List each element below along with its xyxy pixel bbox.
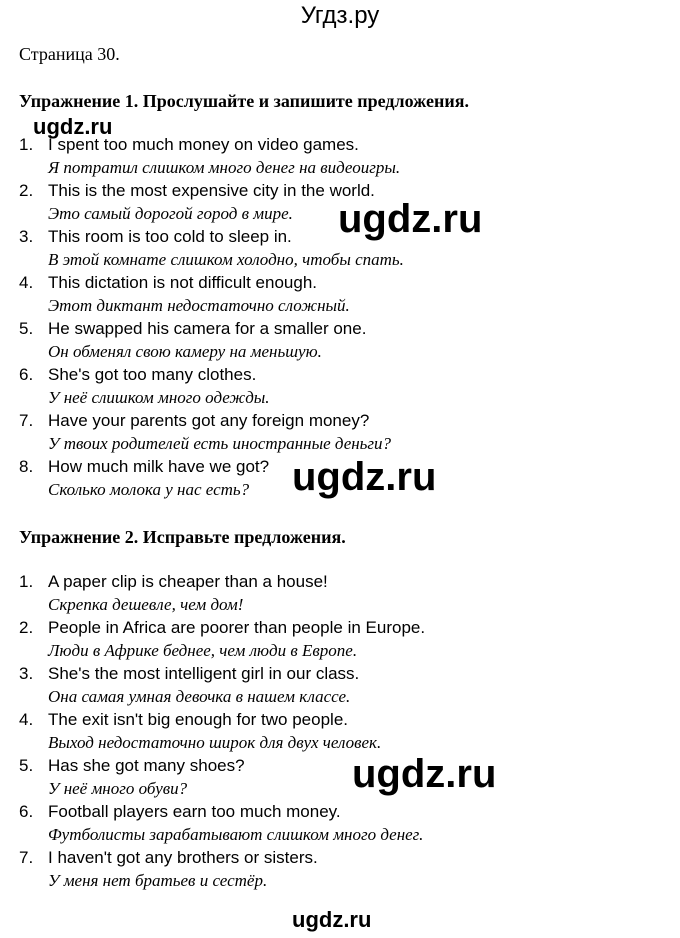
item-number: 6. <box>19 802 34 821</box>
exercise-2-title: Упражнение 2. Исправьте предложения. <box>19 527 346 547</box>
russian-translation: У меня нет братьев и сестёр. <box>48 871 268 890</box>
item-number: 4. <box>19 273 34 292</box>
russian-translation: В этой комнате слишком холодно, чтобы спать. <box>48 250 404 269</box>
item-number: 7. <box>19 411 34 430</box>
russian-translation: Скрепка дешевле, чем дом! <box>48 595 244 614</box>
watermark: ugdz.ru <box>292 907 372 932</box>
english-sentence: He swapped his camera for a smaller one. <box>48 319 367 338</box>
english-sentence: She's the most intelligent girl in our class. <box>48 664 360 683</box>
english-sentence: This is the most expensive city in the world. <box>48 181 375 200</box>
russian-translation: Этот диктант недостаточно сложный. <box>48 296 350 315</box>
item-number: 2. <box>19 181 34 200</box>
english-sentence: How much milk have we got? <box>48 457 270 476</box>
item-number: 6. <box>19 365 34 384</box>
page-label: Страница 30. <box>19 44 120 64</box>
item-number: 1. <box>19 135 34 154</box>
russian-translation: У неё много обуви? <box>48 779 188 798</box>
item-number: 3. <box>19 227 34 246</box>
english-sentence: People in Africa are poorer than people in Europe. <box>48 618 426 637</box>
watermark: ugdz.ru <box>33 114 113 139</box>
english-sentence: This dictation is not difficult enough. <box>48 273 318 292</box>
item-number: 5. <box>19 756 34 775</box>
english-sentence: I spent too much money on video games. <box>48 135 359 154</box>
russian-translation: Футболисты зарабатывают слишком много денег. <box>48 825 424 844</box>
watermark: ugdz.ru <box>338 197 483 241</box>
russian-translation: Он обменял свою камеру на меньшую. <box>48 342 322 361</box>
item-number: 1. <box>19 572 34 591</box>
russian-translation: У неё слишком много одежды. <box>48 388 270 407</box>
item-number: 4. <box>19 710 34 729</box>
english-sentence: She's got too many clothes. <box>48 365 257 384</box>
exercise-1-title: Упражнение 1. Прослушайте и запишите предложения. <box>19 91 469 111</box>
site-title: Угдз.ру <box>300 2 380 29</box>
item-number: 3. <box>19 664 34 683</box>
english-sentence: Has she got many shoes? <box>48 756 245 775</box>
item-number: 8. <box>19 457 34 476</box>
russian-translation: Люди в Африке беднее, чем люди в Европе. <box>48 641 358 660</box>
russian-translation: Я потратил слишком много денег на видеоигры. <box>48 158 401 177</box>
item-number: 7. <box>19 848 34 867</box>
english-sentence: A paper clip is cheaper than a house! <box>48 572 328 591</box>
english-sentence: This room is too cold to sleep in. <box>48 227 292 246</box>
russian-translation: Она самая умная девочка в нашем классе. <box>48 687 351 706</box>
russian-translation: У твоих родителей есть иностранные деньги? <box>48 434 392 453</box>
english-sentence: The exit isn't big enough for two people. <box>48 710 348 729</box>
item-number: 2. <box>19 618 34 637</box>
english-sentence: Football players earn too much money. <box>48 802 341 821</box>
item-number: 5. <box>19 319 34 338</box>
english-sentence: Have your parents got any foreign money? <box>48 411 370 430</box>
russian-translation: Выход недостаточно широк для двух человек. <box>48 733 382 752</box>
watermark: ugdz.ru <box>292 455 437 499</box>
watermark: ugdz.ru <box>352 752 497 796</box>
russian-translation: Это самый дорогой город в мире. <box>48 204 293 223</box>
english-sentence: I haven't got any brothers or sisters. <box>48 848 318 867</box>
russian-translation: Сколько молока у нас есть? <box>48 480 250 499</box>
